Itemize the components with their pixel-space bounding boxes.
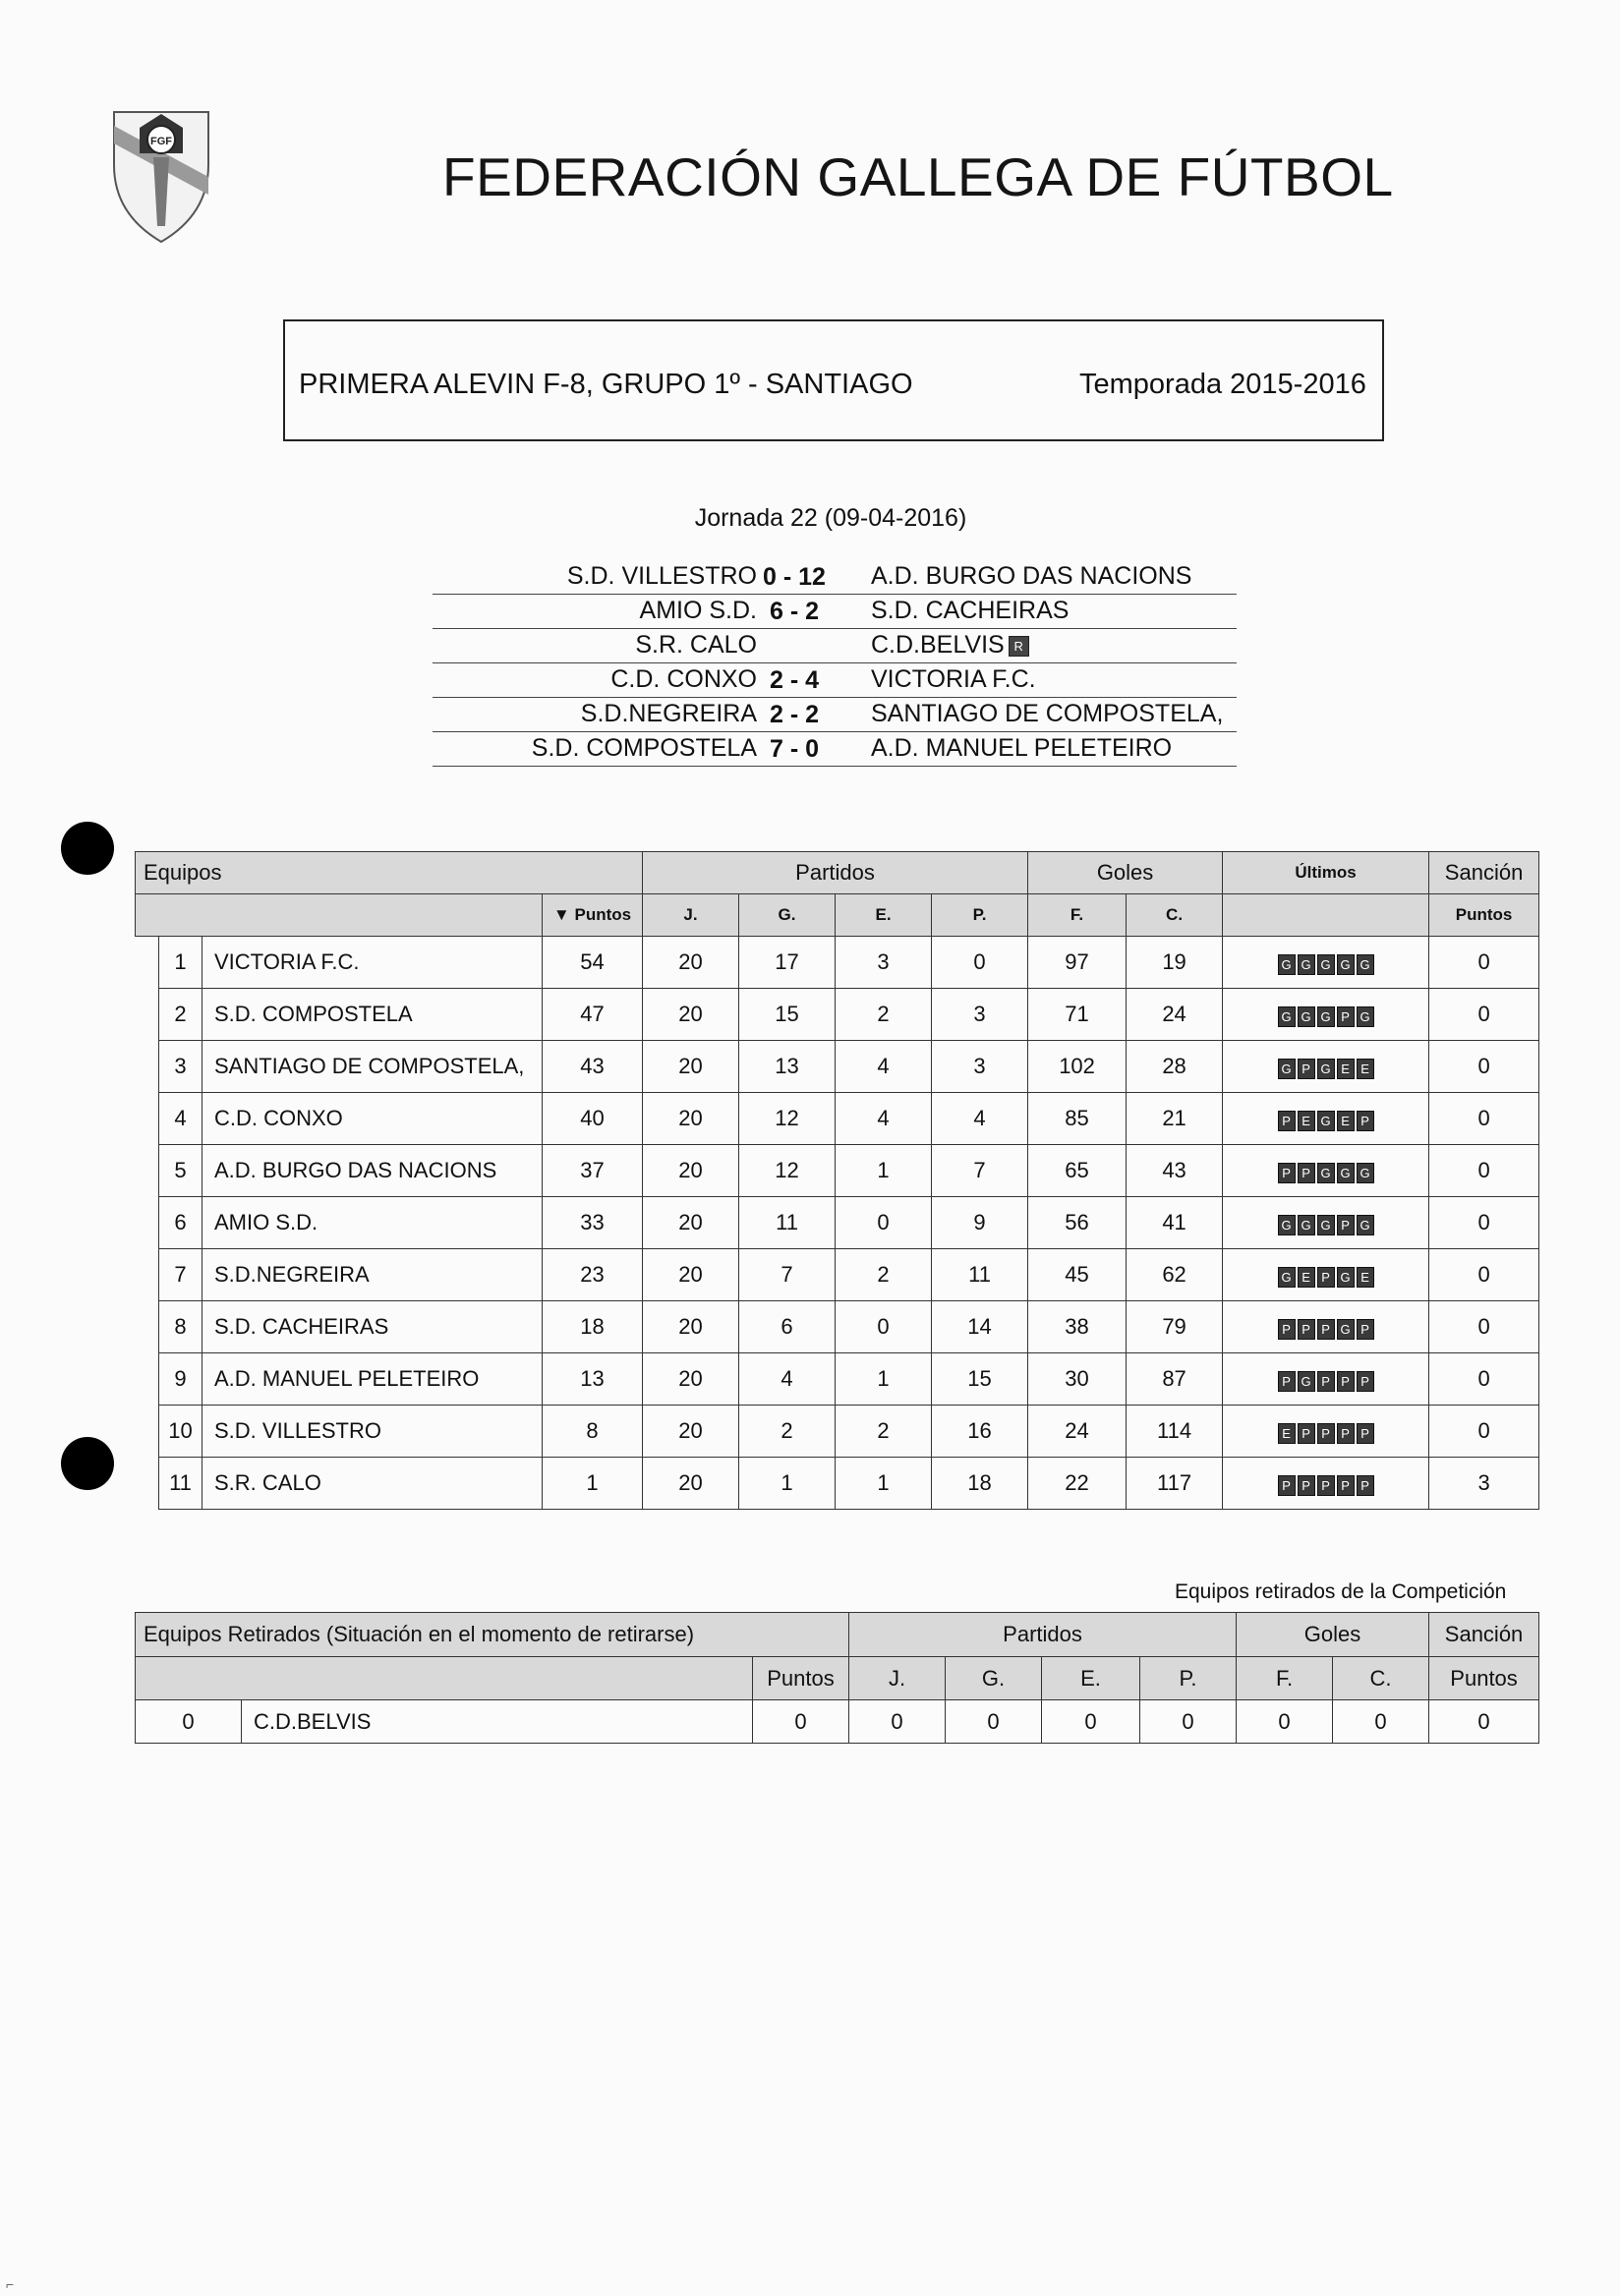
jornada-title: Jornada 22 (09-04-2016) [694,504,967,532]
result-badge: P [1357,1319,1374,1340]
row-team: AMIO S.D. [202,1197,543,1249]
result-badge: P [1317,1475,1335,1496]
match-row [433,629,1237,663]
row-pts: 40 [543,1093,643,1145]
result-badge: P [1278,1319,1296,1340]
match-away-team: VICTORIA F.C. [871,665,1036,693]
row-pts: 54 [543,937,643,989]
result-badge: G [1337,1267,1355,1288]
result-badge: P [1317,1423,1335,1444]
retired-header-title: Equipos Retirados (Situación en el momento de retirarse) [136,1613,849,1657]
row-last-results [1223,1301,1429,1353]
retired-header-e: E. [1042,1657,1140,1700]
standings-row [136,937,1539,989]
header-partidos: Partidos [643,852,1028,894]
result-badge: P [1278,1163,1296,1183]
result-badge: P [1337,1475,1355,1496]
row-g: 15 [739,989,836,1041]
row-e: 0 [836,1301,932,1353]
sort-desc-icon: ▼ [552,905,570,924]
season-label: Temporada 2015-2016 [1079,369,1366,400]
row-position: 6 [159,1197,202,1249]
retired-table [135,1612,1539,1744]
standings-header-row-1 [136,852,1539,894]
retired-header-blank [136,1657,753,1700]
standings-row [136,1041,1539,1093]
row-team: SANTIAGO DE COMPOSTELA, [202,1041,543,1093]
row-c: 62 [1127,1249,1223,1301]
row-position: 10 [159,1406,202,1458]
row-position: 8 [159,1301,202,1353]
result-badge: P [1337,1006,1355,1027]
row-position: 5 [159,1145,202,1197]
row-last-results [1223,1406,1429,1458]
match-score: 2 - 2 [769,701,820,728]
row-last-results [1223,937,1429,989]
row-margin [136,1458,159,1510]
row-e: 2 [836,1406,932,1458]
result-badge: G [1357,1215,1374,1235]
retired-pos: 0 [136,1700,242,1744]
header-e: E. [836,894,932,937]
match-home-team: C.D. CONXO [610,665,757,693]
row-last-results [1223,1041,1429,1093]
retired-caption: Equipos retirados de la Competición [1175,1580,1507,1603]
row-j: 20 [643,1145,739,1197]
row-j: 20 [643,1458,739,1510]
result-badge: E [1298,1267,1315,1288]
match-score: 7 - 0 [769,735,820,763]
row-e: 4 [836,1041,932,1093]
row-f: 22 [1028,1458,1127,1510]
row-e: 1 [836,1145,932,1197]
row-margin [136,989,159,1041]
row-e: 1 [836,1353,932,1406]
row-e: 2 [836,989,932,1041]
header-equipos: Equipos [136,852,643,894]
row-team: S.D. VILLESTRO [202,1406,543,1458]
row-g: 12 [739,1145,836,1197]
match-home-team: S.D. COMPOSTELA [531,734,757,762]
header-sancion: Sanción [1429,852,1539,894]
punch-hole [61,1437,114,1490]
competition-name: PRIMERA ALEVIN F-8, GRUPO 1º - SANTIAGO [299,369,913,400]
row-team: S.D. CACHEIRAS [202,1301,543,1353]
row-c: 19 [1127,937,1223,989]
retired-g: 0 [946,1700,1042,1744]
row-f: 71 [1028,989,1127,1041]
row-c: 21 [1127,1093,1223,1145]
row-pts: 13 [543,1353,643,1406]
result-badge: G [1337,1319,1355,1340]
result-badge: G [1278,954,1296,975]
row-team: S.D. COMPOSTELA [202,989,543,1041]
row-pts: 37 [543,1145,643,1197]
row-j: 20 [643,1041,739,1093]
row-p: 14 [932,1301,1028,1353]
row-j: 20 [643,1301,739,1353]
federation-crest-logo [110,108,212,246]
row-f: 97 [1028,937,1127,989]
standings-row [136,1093,1539,1145]
row-c: 24 [1127,989,1223,1041]
row-team: S.R. CALO [202,1458,543,1510]
row-margin [136,1197,159,1249]
row-g: 11 [739,1197,836,1249]
row-j: 20 [643,1353,739,1406]
row-f: 30 [1028,1353,1127,1406]
retired-row [136,1700,1539,1744]
match-away-team: S.D. CACHEIRAS [871,597,1070,624]
row-g: 6 [739,1301,836,1353]
result-badge: P [1317,1319,1335,1340]
row-j: 20 [643,1249,739,1301]
retired-header-sancion-puntos: Puntos [1429,1657,1539,1700]
row-g: 17 [739,937,836,989]
match-score: 6 - 2 [769,598,820,625]
logo-monogram: FGF [150,136,172,147]
match-row [433,560,1237,595]
result-badge: P [1337,1423,1355,1444]
row-g: 13 [739,1041,836,1093]
row-sancion: 0 [1429,1041,1539,1093]
result-badge: P [1298,1163,1315,1183]
result-badge: G [1298,1371,1315,1392]
retired-header-partidos: Partidos [849,1613,1237,1657]
match-home-team: AMIO S.D. [639,597,757,624]
retired-f: 0 [1237,1700,1333,1744]
result-badge: G [1317,954,1335,975]
row-team: A.D. BURGO DAS NACIONS [202,1145,543,1197]
row-c: 28 [1127,1041,1223,1093]
standings-row [136,1458,1539,1510]
federation-title: FEDERACIÓN GALLEGA DE FÚTBOL [442,146,1394,207]
header-sancion-puntos: Puntos [1429,894,1539,937]
row-g: 4 [739,1353,836,1406]
row-last-results [1223,1145,1429,1197]
standings-row [136,1145,1539,1197]
result-badge: G [1278,1059,1296,1079]
retired-header-sancion: Sanción [1429,1613,1539,1657]
row-margin [136,1353,159,1406]
result-badge: G [1317,1215,1335,1235]
header-j: J. [643,894,739,937]
retired-header-puntos: Puntos [753,1657,849,1700]
row-last-results [1223,1197,1429,1249]
match-home-team: S.D.NEGREIRA [580,700,757,727]
retired-pts: 0 [753,1700,849,1744]
match-score: 0 - 12 [763,563,826,591]
retired-header-p: P. [1140,1657,1237,1700]
row-j: 20 [643,1093,739,1145]
row-pts: 8 [543,1406,643,1458]
match-score: 2 - 4 [769,666,820,694]
row-last-results [1223,1458,1429,1510]
row-sancion: 0 [1429,1353,1539,1406]
row-pts: 23 [543,1249,643,1301]
row-sancion: 0 [1429,1197,1539,1249]
row-j: 20 [643,1197,739,1249]
match-away-team: A.D. BURGO DAS NACIONS [871,562,1192,590]
row-f: 56 [1028,1197,1127,1249]
row-p: 9 [932,1197,1028,1249]
result-badge: G [1317,1059,1335,1079]
row-position: 1 [159,937,202,989]
row-p: 3 [932,989,1028,1041]
header-ultimos-blank [1223,894,1429,937]
row-sancion: 0 [1429,1406,1539,1458]
row-position: 2 [159,989,202,1041]
match-row [433,663,1237,698]
row-sancion: 0 [1429,1093,1539,1145]
row-c: 117 [1127,1458,1223,1510]
row-last-results [1223,989,1429,1041]
result-badge: P [1298,1319,1315,1340]
result-badge: P [1298,1475,1315,1496]
match-row [433,595,1237,629]
result-badge: P [1357,1371,1374,1392]
result-badge: E [1278,1423,1296,1444]
retired-j: 0 [849,1700,946,1744]
row-team: S.D.NEGREIRA [202,1249,543,1301]
row-f: 24 [1028,1406,1127,1458]
row-team: C.D. CONXO [202,1093,543,1145]
row-c: 41 [1127,1197,1223,1249]
match-home-team: S.D. VILLESTRO [566,562,757,590]
header-ultimos: Últimos [1223,852,1429,894]
row-pts: 1 [543,1458,643,1510]
row-f: 38 [1028,1301,1127,1353]
row-e: 2 [836,1249,932,1301]
row-pts: 43 [543,1041,643,1093]
result-badge: G [1337,954,1355,975]
row-p: 0 [932,937,1028,989]
result-badge: E [1357,1059,1374,1079]
header-g: G. [739,894,836,937]
result-badge: G [1317,1006,1335,1027]
row-e: 0 [836,1197,932,1249]
result-badge: G [1278,1006,1296,1027]
standings-row [136,1406,1539,1458]
row-margin [136,1301,159,1353]
row-c: 87 [1127,1353,1223,1406]
result-badge: G [1298,1006,1315,1027]
retired-header-goles: Goles [1237,1613,1429,1657]
row-pts: 33 [543,1197,643,1249]
row-pts: 18 [543,1301,643,1353]
row-e: 1 [836,1458,932,1510]
row-position: 3 [159,1041,202,1093]
match-away-team-name: C.D.BELVIS [871,631,1005,659]
retired-header-row-1 [136,1613,1539,1657]
result-badge: P [1298,1423,1315,1444]
header-c: C. [1127,894,1223,937]
result-badge: G [1298,954,1315,975]
row-margin [136,1093,159,1145]
retired-header-j: J. [849,1657,946,1700]
header-puntos-label: Puntos [574,905,632,924]
row-margin [136,1249,159,1301]
retired-sancion: 0 [1429,1700,1539,1744]
row-j: 20 [643,1406,739,1458]
row-p: 3 [932,1041,1028,1093]
result-badge: G [1317,1163,1335,1183]
result-badge: P [1278,1111,1296,1131]
row-sancion: 0 [1429,1249,1539,1301]
row-margin [136,1406,159,1458]
header-f: F. [1028,894,1127,937]
row-margin [136,937,159,989]
result-badge: P [1357,1475,1374,1496]
row-j: 20 [643,989,739,1041]
standings-row [136,1249,1539,1301]
result-badge: E [1298,1111,1315,1131]
header-p: P. [932,894,1028,937]
row-f: 102 [1028,1041,1127,1093]
match-row [433,698,1237,732]
result-badge: P [1337,1215,1355,1235]
row-sancion: 0 [1429,937,1539,989]
retired-p: 0 [1140,1700,1237,1744]
row-f: 85 [1028,1093,1127,1145]
row-sancion: 0 [1429,1145,1539,1197]
header-goles: Goles [1028,852,1223,894]
row-g: 1 [739,1458,836,1510]
row-g: 7 [739,1249,836,1301]
retired-c: 0 [1333,1700,1429,1744]
standings-table [135,851,1539,1510]
header-team-blank [136,894,543,937]
row-p: 4 [932,1093,1028,1145]
row-pts: 47 [543,989,643,1041]
row-f: 65 [1028,1145,1127,1197]
result-badge: G [1357,954,1374,975]
row-sancion: 3 [1429,1458,1539,1510]
result-badge: P [1357,1111,1374,1131]
match-row [433,732,1237,767]
retired-header-row-2 [136,1657,1539,1700]
retired-header-f: F. [1237,1657,1333,1700]
retired-badge: R [1009,636,1029,657]
row-position: 7 [159,1249,202,1301]
match-home-team: S.R. CALO [635,631,757,659]
result-badge: P [1357,1423,1374,1444]
result-badge: P [1298,1059,1315,1079]
result-badge: G [1317,1111,1335,1131]
retired-team: C.D.BELVIS [242,1700,753,1744]
result-badge: G [1337,1163,1355,1183]
retired-header-g: G. [946,1657,1042,1700]
row-p: 15 [932,1353,1028,1406]
row-margin [136,1041,159,1093]
row-g: 12 [739,1093,836,1145]
row-e: 3 [836,937,932,989]
row-g: 2 [739,1406,836,1458]
standings-row [136,1301,1539,1353]
row-c: 114 [1127,1406,1223,1458]
row-position: 4 [159,1093,202,1145]
match-away-team [871,631,1029,660]
result-badge: E [1357,1267,1374,1288]
result-badge: G [1298,1215,1315,1235]
result-badge: G [1357,1163,1374,1183]
row-position: 11 [159,1458,202,1510]
row-last-results [1223,1093,1429,1145]
result-badge: G [1357,1006,1374,1027]
row-position: 9 [159,1353,202,1406]
row-team: A.D. MANUEL PELETEIRO [202,1353,543,1406]
match-away-team: A.D. MANUEL PELETEIRO [871,734,1173,762]
row-c: 43 [1127,1145,1223,1197]
retired-e: 0 [1042,1700,1140,1744]
row-p: 7 [932,1145,1028,1197]
result-badge: E [1337,1111,1355,1131]
header-puntos[interactable] [543,894,643,937]
punch-hole [61,822,114,875]
result-badge: G [1278,1267,1296,1288]
standings-row [136,1353,1539,1406]
row-last-results [1223,1249,1429,1301]
row-e: 4 [836,1093,932,1145]
row-p: 11 [932,1249,1028,1301]
row-c: 79 [1127,1301,1223,1353]
result-badge: P [1278,1475,1296,1496]
row-last-results [1223,1353,1429,1406]
row-j: 20 [643,937,739,989]
result-badge: E [1337,1059,1355,1079]
row-margin [136,1145,159,1197]
standings-row [136,989,1539,1041]
row-team: VICTORIA F.C. [202,937,543,989]
match-away-team: SANTIAGO DE COMPOSTELA, [871,700,1224,727]
row-p: 16 [932,1406,1028,1458]
row-sancion: 0 [1429,1301,1539,1353]
retired-header-c: C. [1333,1657,1429,1700]
result-badge: G [1278,1215,1296,1235]
row-f: 45 [1028,1249,1127,1301]
scan-corner-mark: ⌐ [6,2276,15,2292]
standings-header-row-2 [136,894,1539,937]
standings-row [136,1197,1539,1249]
result-badge: P [1317,1267,1335,1288]
result-badge: P [1317,1371,1335,1392]
result-badge: P [1337,1371,1355,1392]
row-sancion: 0 [1429,989,1539,1041]
row-p: 18 [932,1458,1028,1510]
result-badge: P [1278,1371,1296,1392]
matches-list [433,560,1237,767]
